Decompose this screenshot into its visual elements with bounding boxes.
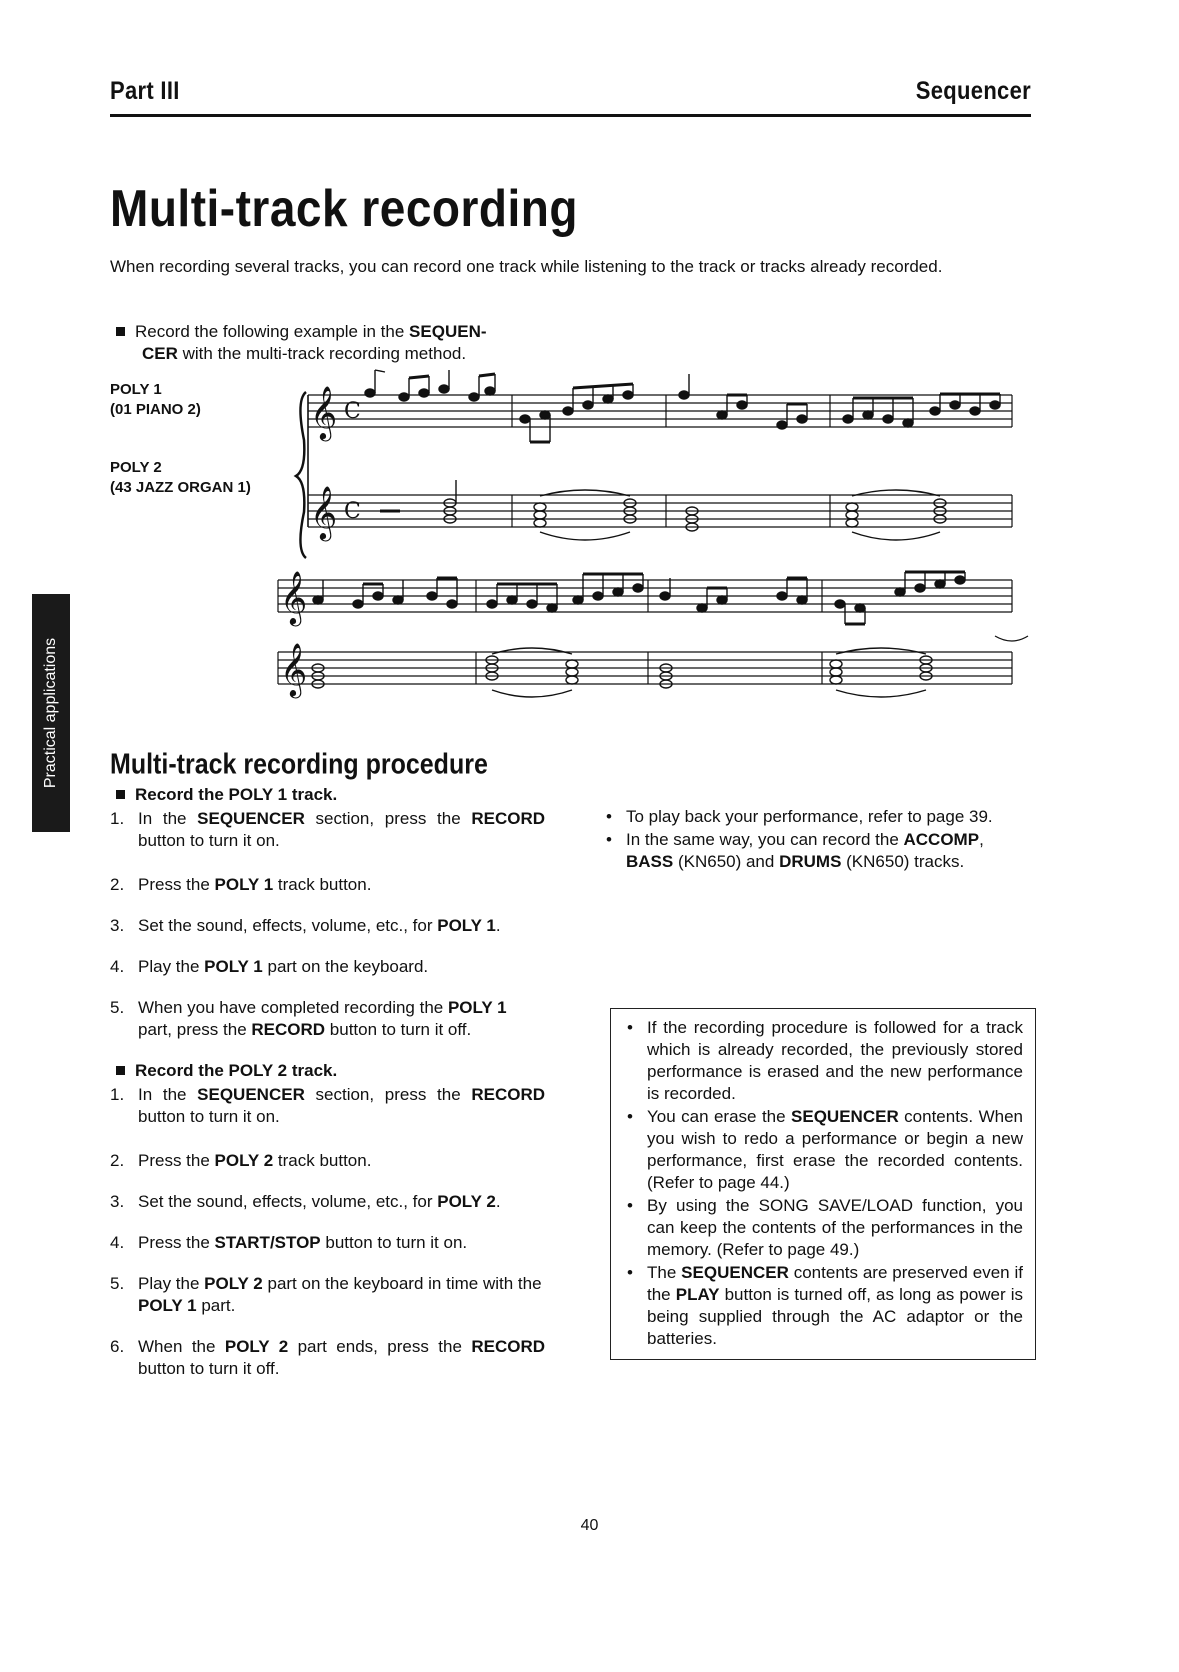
step-item: 1. In the SEQUENCER section, press the RECORD button to turn it on. (110, 809, 545, 850)
poly1-step-list (110, 808, 545, 1041)
brace-icon (296, 392, 306, 558)
procedure-steps (110, 784, 545, 1399)
note-item: • To play back your performance, refer to page 39. (604, 806, 1034, 828)
svg-text:C: C (344, 499, 361, 524)
playback-note-list (604, 806, 1034, 873)
svg-text:C: C (344, 399, 361, 424)
step-item: 4. Play the POLY 1 part on the keyboard. (110, 957, 429, 976)
staff-poly2 (308, 495, 1012, 527)
step-item: 4. Press the START/STOP button to turn it on. (110, 1233, 468, 1252)
treble-clef-icon: 𝄞 (310, 485, 338, 539)
step-item: 5. When you have completed recording the POLY 1 part, press the RECORD button to turn it off. (110, 998, 507, 1039)
example-instruction: Record the following example in the SEQUEN- CER with the multi-track recording method. (116, 321, 546, 365)
step-item: 5. Play the POLY 2 part on the keyboard in time with the POLY 1 part. (110, 1274, 542, 1315)
side-tab (32, 594, 70, 832)
treble-clef-icon: 𝄞 (280, 570, 308, 624)
step-item: 3. Set the sound, effects, volume, etc., for POLY 2. (110, 1192, 501, 1211)
square-bullet-icon (116, 1066, 125, 1075)
side-tab-label: Practical applications (42, 637, 59, 789)
step-item: 6. When the POLY 2 part ends, press the RECORD button to turn it off. (110, 1337, 545, 1378)
header-section: Sequencer (915, 76, 1031, 105)
intro-paragraph: When recording several tracks, you can record one track while listening to the track or tracks already recorded. (110, 257, 943, 276)
step-item: 3. Set the sound, effects, volume, etc., for POLY 1. (110, 916, 501, 935)
note-item: • If the recording procedure is followed for a track which is already recorded, the previously stored performance is erased and the new performance is recorded. (625, 1017, 1023, 1105)
section-heading-poly2: Record the POLY 2 track. (116, 1060, 545, 1082)
page-number: 40 (580, 1517, 599, 1534)
note-item: • The SEQUENCER contents are preserved even if the PLAY button is turned off, as long as power is being supplied through the AC adaptor or the batteries. (625, 1262, 1023, 1350)
playback-notes (604, 806, 1034, 874)
notes-box (610, 1008, 1036, 1360)
treble-clef-icon: 𝄞 (280, 642, 308, 696)
note-item: • In the same way, you can record the ACCOMP, BASS (KN650) and DRUMS (KN650) tracks. (604, 829, 1034, 873)
section-heading-poly1: Record the POLY 1 track. (116, 784, 545, 806)
track-label-poly2: POLY 2 (43 JAZZ ORGAN 1) (110, 459, 251, 496)
step-item: 1. In the SEQUENCER section, press the RECORD button to turn it on. (110, 1085, 545, 1126)
procedure-title: Multi-track recording procedure (110, 748, 488, 781)
music-score (0, 0, 1179, 720)
poly2-step-list (110, 1084, 545, 1380)
staff-poly2-system2 (278, 652, 1012, 684)
step-item: 2. Press the POLY 2 track button. (110, 1151, 372, 1170)
page-title: Multi-track recording (110, 179, 579, 238)
note-item: • You can erase the SEQUENCER contents. When you wish to redo a performance or begin a new performance, first erase the recorded contents. (Refer to page 44.) (625, 1106, 1023, 1194)
treble-clef-icon: 𝄞 (310, 385, 338, 439)
step-item: 2. Press the POLY 1 track button. (110, 875, 372, 894)
box-note-list (625, 1017, 1023, 1350)
track-label-poly1: POLY 1 (01 PIANO 2) (110, 381, 201, 418)
square-bullet-icon (116, 790, 125, 799)
header-part: Part III (110, 76, 180, 105)
note-item: • By using the SONG SAVE/LOAD function, you can keep the contents of the performances in the memory. (Refer to page 49.) (625, 1195, 1023, 1261)
